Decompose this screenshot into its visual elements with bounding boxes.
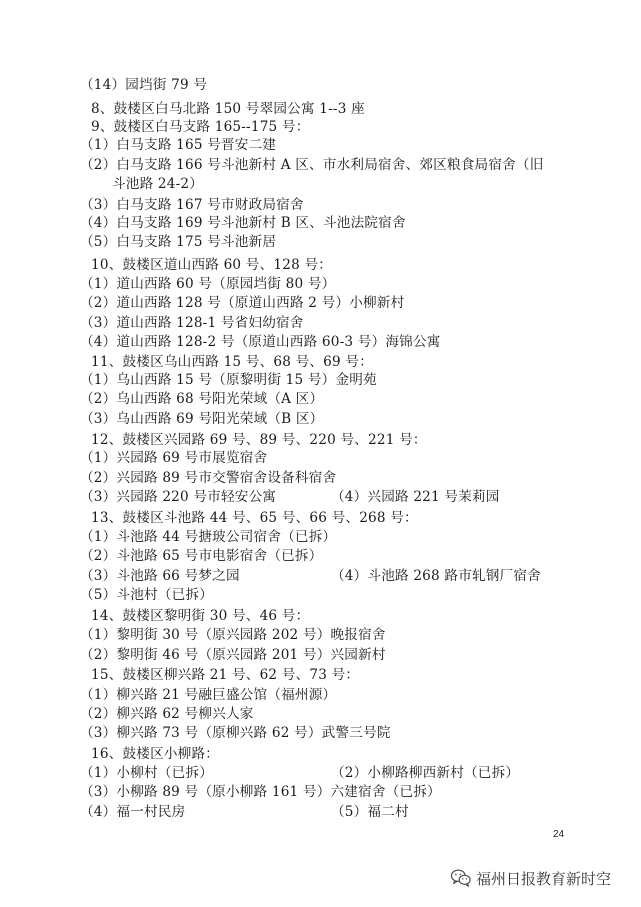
section-heading-13: 13、鼓楼区斗池路 44 号、65 号、66 号、268 号： xyxy=(91,510,418,526)
list-item: （3）兴园路 220 号市轻安公寓 xyxy=(80,489,277,505)
section-heading-11: 11、鼓楼区乌山西路 15 号、68 号、69 号： xyxy=(91,354,373,370)
list-item: （3）柳兴路 73 号（原柳兴路 62 号）武警三号院 xyxy=(80,725,391,741)
list-item: （2）黎明街 46 号（原兴园路 201 号）兴园新村 xyxy=(80,647,386,663)
list-item: （4）道山西路 128-2 号（原道山西路 60-3 号）海锦公寓 xyxy=(80,334,441,350)
list-item: （1）乌山西路 15 号（原黎明街 15 号）金明苑 xyxy=(80,372,377,388)
list-item: （1）斗池路 44 号搪玻公司宿舍（已拆） xyxy=(80,529,337,545)
list-item: （2）斗池路 65 号市电影宿舍（已拆） xyxy=(80,548,323,564)
list-item: （2）柳兴路 62 号柳兴人家 xyxy=(80,706,254,722)
list-item: （3）斗池路 66 号梦之园 xyxy=(80,568,240,584)
list-item: （4）白马支路 169 号斗池新村 B 区、斗池法院宿舍 xyxy=(80,215,406,231)
source-watermark xyxy=(450,867,611,889)
list-item: （2）乌山西路 68 号阳光荣域（A 区） xyxy=(80,391,324,407)
list-item: （2）小柳路柳西新村（已拆） xyxy=(331,765,520,781)
watermark-text: 福州日报教育新时空 xyxy=(476,869,612,888)
section-heading-10: 10、鼓楼区道山西路 60 号、128 号： xyxy=(91,257,333,273)
list-item: （5）白马支路 175 号斗池新居 xyxy=(80,234,277,250)
list-item: （1）小柳村（已拆） xyxy=(80,765,213,781)
section-heading-16: 16、鼓楼区小柳路： xyxy=(91,746,220,762)
list-item: （1）兴园路 69 号市展览宿舍 xyxy=(80,450,268,466)
list-item: （2）白马支路 166 号斗池新村 A 区、市水利局宿舍、郊区粮食局宿舍（旧 xyxy=(80,157,544,173)
section-heading-14: 14、鼓楼区黎明街 30 号、46 号： xyxy=(91,608,310,624)
list-item-continued: 斗池路 24-2） xyxy=(112,176,204,192)
list-item: （2）兴园路 89 号市交警宿舍设备科宿舍 xyxy=(80,470,337,486)
wechat-icon xyxy=(450,868,472,888)
page-number: 24 xyxy=(553,829,565,840)
list-item: （1）道山西路 60 号（原园垱街 80 号） xyxy=(80,276,336,292)
list-item: （4）福一村民房 xyxy=(80,804,186,820)
list-item: （1）白马支路 165 号晋安二建 xyxy=(80,137,277,153)
list-item: （5）福二村 xyxy=(331,804,409,820)
list-item: （3）乌山西路 69 号阳光荣域（B 区） xyxy=(80,411,324,427)
section-heading-15: 15、鼓楼区柳兴路 21 号、62 号、73 号： xyxy=(91,667,360,683)
list-item: （1）柳兴路 21 号融巨盛公馆（福州源） xyxy=(80,687,337,703)
list-item: （3）小柳路 89 号（原小柳路 161 号）六建宿舍（已拆） xyxy=(80,784,441,800)
list-item: （5）斗池村（已拆） xyxy=(80,587,213,603)
section-heading-12: 12、鼓楼区兴园路 69 号、89 号、220 号、221 号： xyxy=(91,432,427,448)
section-heading-9: 9、鼓楼区白马支路 165--175 号： xyxy=(91,119,310,135)
section-heading-8: 8、鼓楼区白马北路 150 号翠园公寓 1--3 座 xyxy=(91,101,365,117)
list-item-14: （14）园垱街 79 号 xyxy=(80,77,208,93)
list-item: （2）道山西路 128 号（原道山西路 2 号）小柳新村 xyxy=(80,295,405,311)
list-item: （4）兴园路 221 号茉莉园 xyxy=(331,489,500,505)
list-item: （1）黎明街 30 号（原兴园路 202 号）晚报宿舍 xyxy=(80,627,386,643)
list-item: （3）白马支路 167 号市财政局宿舍 xyxy=(80,197,304,213)
list-item: （4）斗池路 268 路市轧钢厂宿舍 xyxy=(331,568,541,584)
list-item: （3）道山西路 128-1 号省妇幼宿舍 xyxy=(80,315,304,331)
